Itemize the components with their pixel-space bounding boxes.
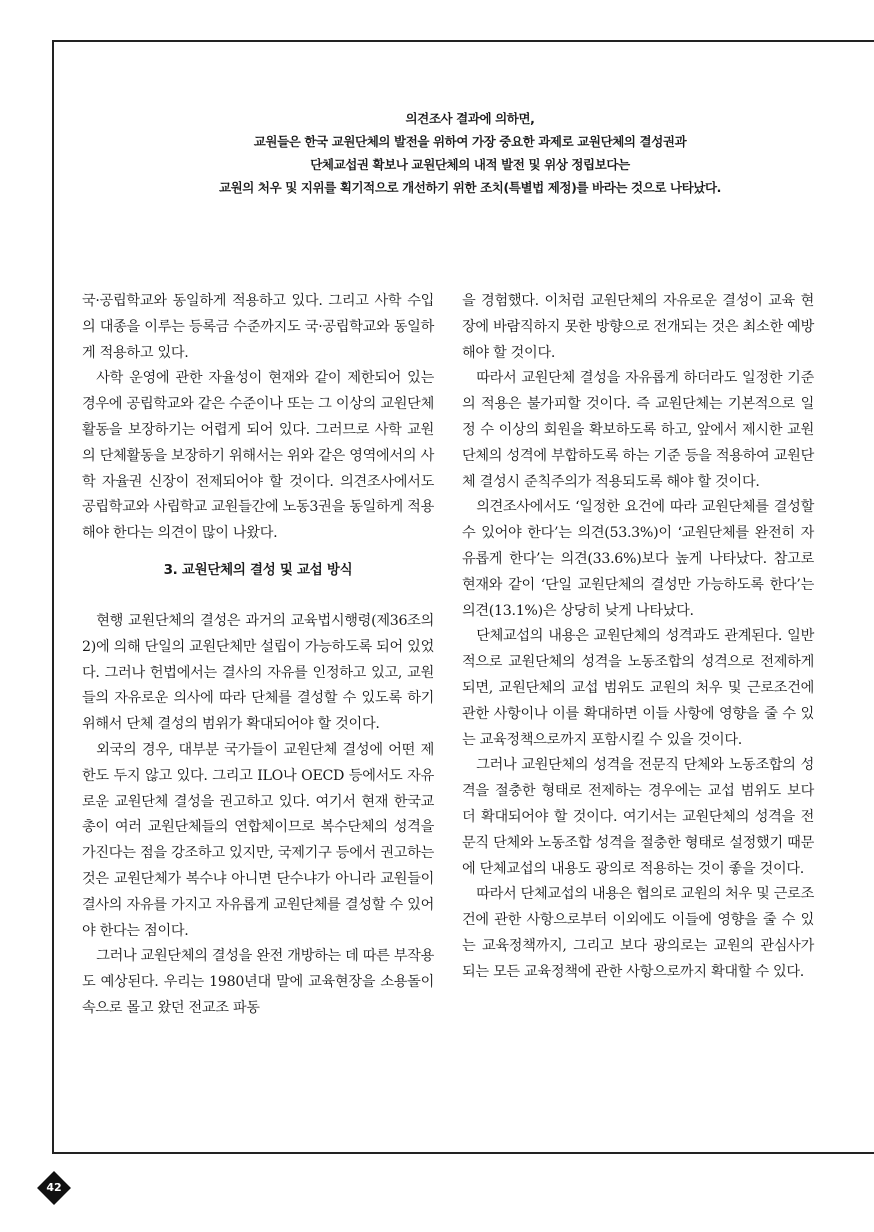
left-text-column [82,289,434,1022]
paragraph: 그러나 교원단체의 성격을 전문직 단체와 노동조합의 성격을 절충한 형태로 전제하는 경우에는 교섭 범위도 보다 더 확대되어야 할 것이다. 여기서는 교원단체의 성격을 전문직 단체와 노동조합 성격을 절충한 형태로 설정했기 때문에 단체교섭의 내용도 광의로 적용하는 것이 좋을 것이다. [462,757,814,877]
paragraph: 외국의 경우, 대부분 국가들이 교원단체 결성에 어떤 제한도 두지 않고 있다. 그리고 ILO나 OECD 등에서도 자유로운 교원단체 결성을 권고하고 있다. 여기서 현재 한국교총이 여러 교원단체들의 연합체이므로 복수단체의 성격을 가진다는 점을 강조하고 있지만, 국제기구 등에서 권고하는 것은 교원단체가 복수냐 아니면 단수냐가 아니라 교원들이 결사의 자유를 가지고 자유롭게 교원단체를 결성할 수 있어야 한다는 점이다. [82,741,434,939]
page-frame-top-rule [52,40,874,42]
paragraph: 국·공립학교와 동일하게 적용하고 있다. 그리고 사학 수입의 대종을 이루는 등록금 수준까지도 국·공립학교와 동일하게 적용하고 있다. [82,293,434,361]
section-heading: 3. 교원단체의 결성 및 교섭 방식 [163,561,353,578]
page-frame-left-rule [52,40,54,1152]
paragraph: 단체교섭의 내용은 교원단체의 성격과도 관계된다. 일반적으로 교원단체의 성격을 노동조합의 성격으로 전제하게 되면, 교원단체의 교섭 범위도 교원의 처우 및 근로조건에 관한 사항이나 이를 확대하면 이들 사항에 영향을 줄 수 있는 교육정책으로까지 포함시킬 수 있을 것이다. [462,628,814,748]
pull-quote-line: 단체교섭권 확보나 교원단체의 내적 발전 및 위상 정립보다는 [310,157,630,172]
paragraph: 따라서 교원단체 결성을 자유롭게 하더라도 일정한 기준의 적용은 불가피할 것이다. 즉 교원단체는 기본적으로 일정 수 이상의 회원을 확보하도록 하고, 앞에서 제시한 교원단체의 성격에 부합하도록 하는 기준 등을 적용하여 교원단체 결성시 준칙주의가 적용되도록 해야 할 것이다. [462,370,814,490]
page-frame-bottom-rule [52,1152,874,1154]
paragraph: 을 경험했다. 이처럼 교원단체의 자유로운 결성이 교육 현장에 바람직하지 못한 방향으로 전개되는 것은 최소한 예방해야 할 것이다. [462,293,814,361]
paragraph: 그러나 교원단체의 결성을 완전 개방하는 데 따른 부작용도 예상된다. 우리는 1980년대 말에 교육현장을 소용돌이 속으로 몰고 왔던 전교조 파동 [82,948,434,1016]
paragraph: 현행 교원단체의 결성은 과거의 교육법시행령(제36조의 2)에 의해 단일의 교원단체만 설립이 가능하도록 되어 있었다. 그러나 헌법에서는 결사의 자유를 인정하고 있고, 교원들의 자유로운 의사에 따라 단체를 결성할 수 있도록 하기 위해서 단체 결성의 범위가 확대되어야 할 것이다. [82,612,434,733]
page-number: 42 [46,1181,62,1194]
right-text-column [462,289,814,986]
pull-quote-line: 의견조사 결과에 의하면, [405,111,535,126]
paragraph: 사학 운영에 관한 자율성이 현재와 같이 제한되어 있는 경우에 공립학교와 같은 수준이나 또는 그 이상의 교원단체 활동을 보장하기는 어렵게 되어 있다. 그러므로 사학 교원의 단체활동을 보장하기 위해서는 위와 같은 영역에서의 사학 자율권 신장이 전제되어야 할 것이다. 의견조사에서도 공립학교와 사립학교 교원들간에 노동3권을 동일하게 적용해야 한다는 의견이 많이 나왔다. [82,370,434,542]
pull-quote-line: 교원의 처우 및 지위를 획기적으로 개선하기 위한 조치(특별법 제정)를 바라는 것으로 나타났다. [218,180,722,195]
pull-quote-line: 교원들은 한국 교원단체의 발전을 위하여 가장 중요한 과제로 교원단체의 결성권과 [253,134,687,149]
pull-quote [150,107,790,199]
paragraph: 따라서 단체교섭의 내용은 협의로 교원의 처우 및 근로조건에 관한 사항으로부터 이외에도 이들에 영향을 줄 수 있는 교육정책까지, 그리고 보다 광의로는 교원의 관심사가 되는 모든 교육정책에 관한 사항으로까지 확대할 수 있다. [462,886,814,980]
paragraph: 의견조사에서도 ‘일정한 요건에 따라 교원단체를 결성할 수 있어야 한다’는 의견(53.3%)이 ‘교원단체를 완전히 자유롭게 한다’는 의견(33.6%)보다 높게 나타났다. 참고로 현재와 같이 ‘단일 교원단체의 결성만 가능하도록 한다’는 의견(13.1%)은 상당히 낮게 나타났다. [462,499,814,619]
